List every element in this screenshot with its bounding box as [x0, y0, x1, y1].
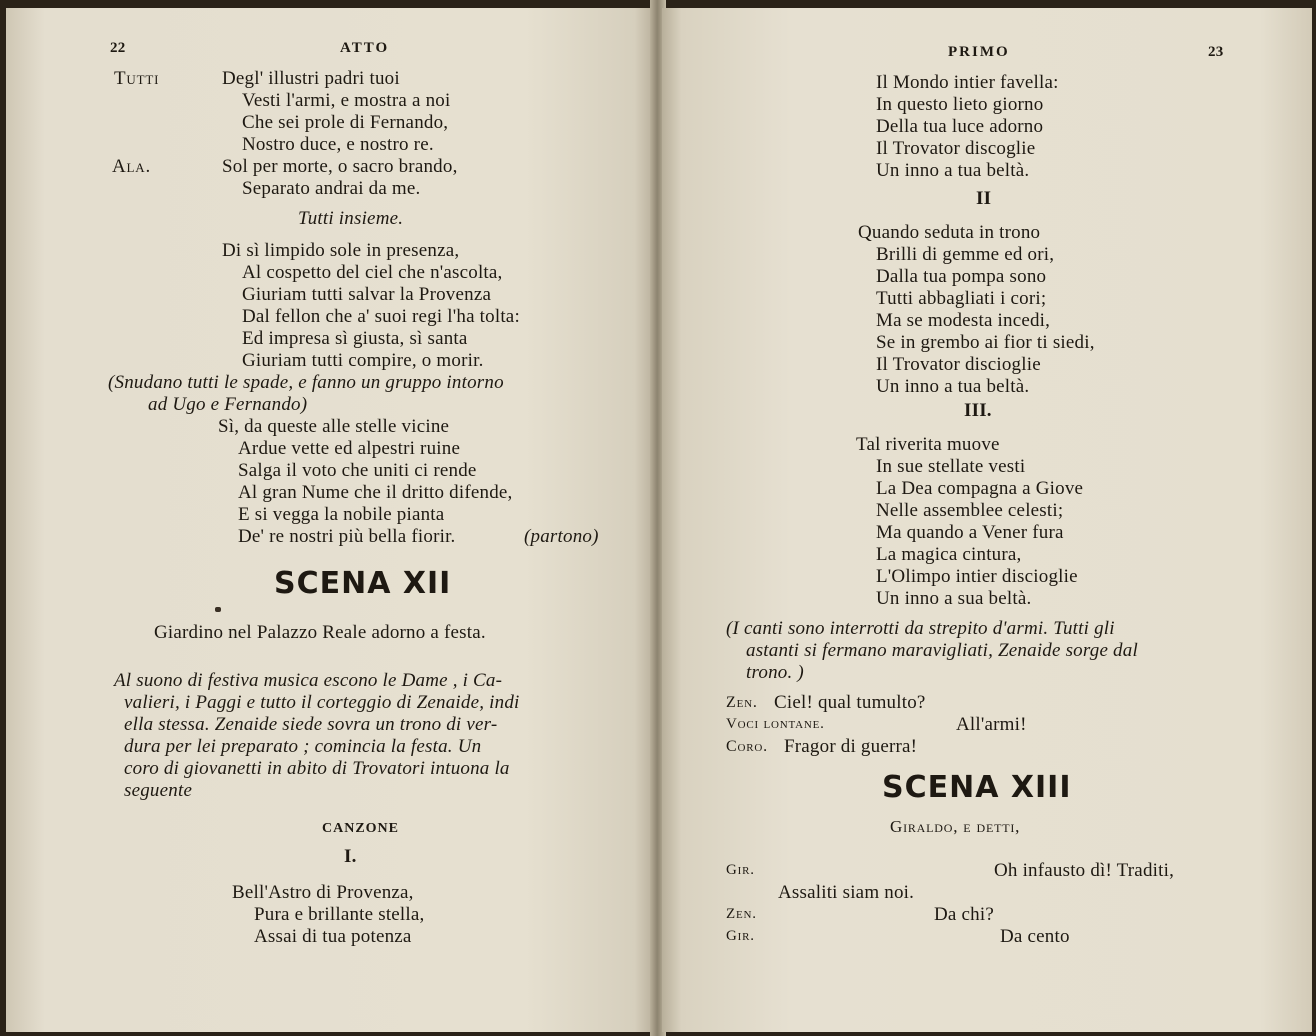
verse-line: Sì, da queste alle stelle vicine: [218, 416, 450, 437]
ink-dot: [215, 607, 221, 612]
stage-direction: seguente: [124, 780, 193, 801]
verse-line: Nostro duce, e nostro re.: [242, 134, 434, 155]
stage-direction: (I canti sono interrotti da strepito d'armi. Tutti gli: [726, 618, 1115, 639]
canzone-numeral: I.: [344, 846, 357, 867]
running-head: ATTO: [340, 40, 390, 56]
running-head: PRIMO: [948, 44, 1010, 60]
stage-direction: (Snudano tutti le spade, e fanno un gruppo intorno: [108, 372, 504, 393]
stage-direction: ad Ugo e Fernando): [148, 394, 308, 415]
verse-line: Che sei prole di Fernando,: [242, 112, 449, 133]
speaker-zen: Zen.: [726, 694, 758, 711]
verse-line: Brilli di gemme ed ori,: [876, 244, 1055, 265]
dialogue-line: Oh infausto dì! Traditi,: [994, 860, 1175, 881]
dialogue-line: Da chi?: [934, 904, 994, 925]
page-number: 22: [110, 40, 126, 56]
page-number: 23: [1208, 44, 1224, 60]
dialogue-line: Assaliti siam noi.: [778, 882, 915, 903]
verse-line: Della tua luce adorno: [876, 116, 1044, 137]
partono: (partono): [524, 526, 599, 547]
verse-line: Salga il voto che uniti ci rende: [238, 460, 477, 481]
speaker-tutti: Tutti: [114, 68, 160, 89]
verse-line: Al gran Nume che il dritto difende,: [238, 482, 513, 503]
verse-line: Tutti abbagliati i cori;: [876, 288, 1047, 309]
verse-line: Separato andrai da me.: [242, 178, 421, 199]
verse-line: Bell'Astro di Provenza,: [232, 882, 414, 903]
verse-line: In sue stellate vesti: [876, 456, 1026, 477]
speaker-zen: Zen.: [726, 906, 757, 922]
verse-line: Il Trovator discioglie: [876, 354, 1041, 375]
scene-title: SCENA XII: [274, 566, 452, 601]
stanza-numeral: III.: [964, 400, 992, 421]
verse-line: Giuriam tutti compire, o morir.: [242, 350, 484, 371]
verse-line: Sol per morte, o sacro brando,: [222, 156, 458, 177]
setting: Giardino nel Palazzo Reale adorno a festa.: [154, 622, 486, 643]
verse-line: Il Trovator discoglie: [876, 138, 1036, 159]
stage-direction: dura per lei preparato ; comincia la festa. Un: [124, 736, 482, 757]
scene-title: SCENA XIII: [882, 770, 1072, 805]
dialogue-line: All'armi!: [956, 714, 1027, 735]
stage-direction: astanti si fermano maravigliati, Zenaide sorge dal: [746, 640, 1138, 661]
verse-line: Il Mondo intier favella:: [876, 72, 1059, 93]
verse-line: In questo lieto giorno: [876, 94, 1044, 115]
verse-line: La magica cintura,: [876, 544, 1022, 565]
verse-line: De' re nostri più bella fiorir.: [238, 526, 456, 547]
dialogue-line: Fragor di guerra!: [784, 736, 918, 757]
verse-line: Assai di tua potenza: [254, 926, 412, 947]
stage-direction: trono. ): [746, 662, 804, 683]
verse-line: Giuriam tutti salvar la Provenza: [242, 284, 492, 305]
verse-line: Di sì limpido sole in presenza,: [222, 240, 460, 261]
verse-line: Nelle assemblee celesti;: [876, 500, 1064, 521]
verse-line: La Dea compagna a Giove: [876, 478, 1084, 499]
verse-line: Ardue vette ed alpestri ruine: [238, 438, 461, 459]
stage-direction: Al suono di festiva musica escono le Dame , i Ca-: [114, 670, 503, 691]
stage-direction: valieri, i Paggi e tutto il corteggio di Zenaide, indi: [124, 692, 520, 713]
tutti-insieme: Tutti insieme.: [298, 208, 404, 229]
speaker-gir: Gir.: [726, 928, 755, 944]
verse-line: Dal fellon che a' suoi regi l'ha tolta:: [242, 306, 520, 327]
verse-line: Al cospetto del ciel che n'ascolta,: [242, 262, 503, 283]
verse-line: Tal riverita muove: [856, 434, 1000, 455]
speaker-ala: Ala.: [112, 156, 152, 177]
speaker-gir: Gir.: [726, 862, 755, 878]
dialogue-line: Ciel! qual tumulto?: [774, 692, 926, 713]
verse-line: L'Olimpo intier discioglie: [876, 566, 1078, 587]
verse-line: Un inno a tua beltà.: [876, 160, 1030, 181]
verse-line: E si vegga la nobile pianta: [238, 504, 445, 525]
speaker-coro: Coro.: [726, 738, 768, 755]
verse-line: Un inno a sua beltà.: [876, 588, 1032, 609]
speaker-voci: Voci lontane.: [726, 716, 825, 732]
characters: Giraldo, e detti,: [890, 817, 1021, 836]
verse-line: Dalla tua pompa sono: [876, 266, 1047, 287]
left-page: [6, 8, 654, 1032]
verse-line: Ed impresa sì giusta, sì santa: [242, 328, 468, 349]
dialogue-line: Da cento: [1000, 926, 1070, 947]
verse-line: Pura e brillante stella,: [254, 904, 425, 925]
verse-line: Ma quando a Vener fura: [876, 522, 1064, 543]
verse-line: Ma se modesta incedi,: [876, 310, 1051, 331]
stage-direction: coro di giovanetti in abito di Trovatori intuona la: [124, 758, 510, 779]
stage-direction: ella stessa. Zenaide siede sovra un trono di ver-: [124, 714, 498, 735]
verse-line: Degl' illustri padri tuoi: [222, 68, 400, 89]
canzone-heading: CANZONE: [322, 821, 400, 836]
verse-line: Vesti l'armi, e mostra a noi: [242, 90, 451, 111]
verse-line: Un inno a tua beltà.: [876, 376, 1030, 397]
verse-line: Quando seduta in trono: [858, 222, 1041, 243]
right-page: [662, 8, 1312, 1032]
stanza-numeral: II: [976, 188, 992, 209]
verse-line: Se in grembo ai fior ti siedi,: [876, 332, 1095, 353]
